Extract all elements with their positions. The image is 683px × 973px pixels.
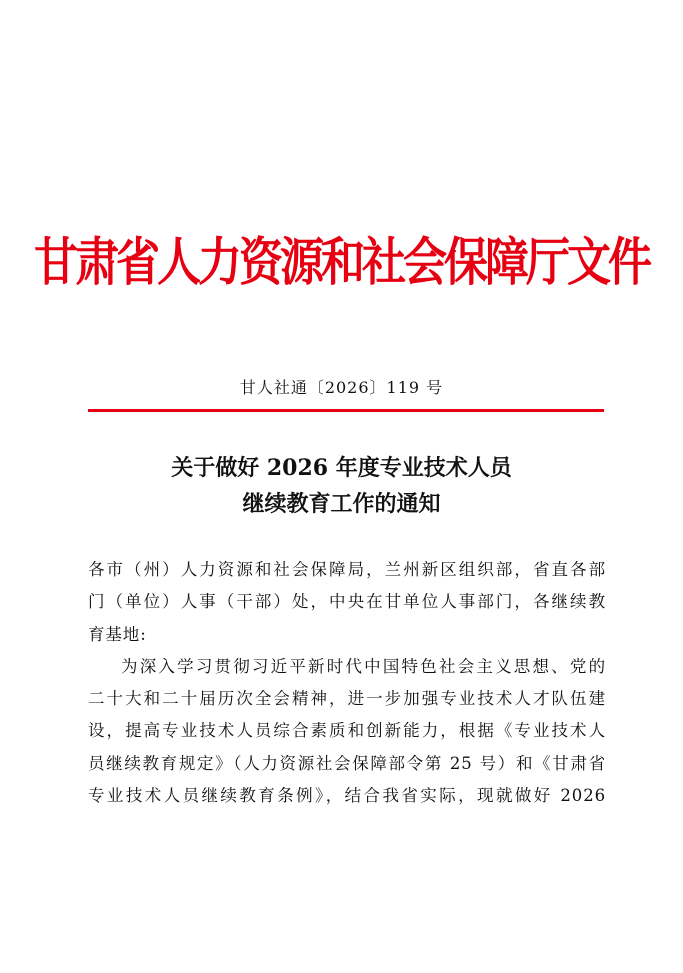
- red-divider-line: [88, 409, 604, 412]
- notice-title-line-1: 关于做好 2026 年度专业技术人员: [171, 455, 512, 481]
- body-line: 二十大和二十届历次全会精神，进一步加强专业技术人才队伍建: [88, 689, 606, 709]
- body-line: 专业技术人员继续教育条例》，结合我省实际，现就做好 2026: [88, 786, 606, 806]
- agency-header-title: 甘肃省人力资源和社会保障厅文件: [34, 232, 649, 293]
- body-line: 员继续教育规定》（人力资源社会保障部令第 25 号）和《甘肃省: [88, 753, 606, 773]
- body-line: 各市（州）人力资源和社会保障局，兰州新区组织部，省直各部: [88, 560, 606, 579]
- notice-title: [0, 450, 683, 522]
- body-line: 育基地:: [88, 624, 147, 644]
- notice-title-line-2: 继续教育工作的通知: [242, 491, 441, 517]
- document-number: 甘人社通〔2026〕119 号: [239, 378, 444, 397]
- body-line: 为深入学习贯彻习近平新时代中国特色社会主义思想、党的: [121, 656, 606, 676]
- body-line: 设，提高专业技术人员综合素质和创新能力，根据《专业技术人: [88, 721, 606, 741]
- body-line: 门（单位）人事（干部）处，中央在甘单位人事部门，各继续教: [88, 592, 606, 612]
- notice-body: [88, 554, 606, 812]
